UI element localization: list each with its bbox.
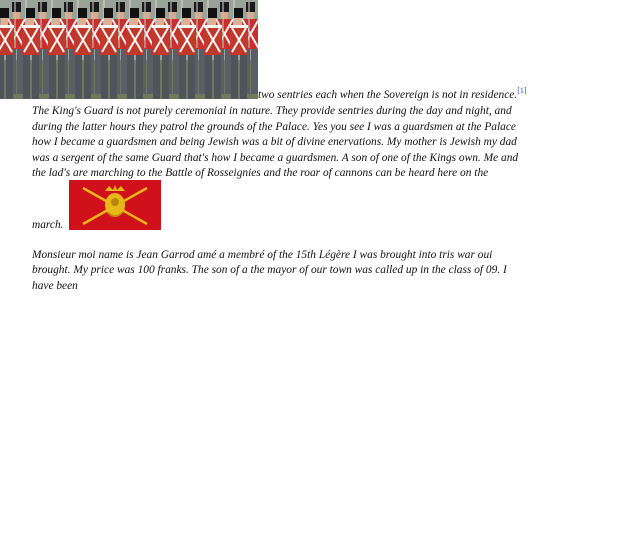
marching-soldiers-photo-icon: [0, 0, 258, 99]
army-flag-icon: [69, 180, 161, 230]
citation-link[interactable]: [1]: [517, 86, 527, 96]
article-line: during the latter hours they patrol the grounds of the Palace. Yes you see I was a guardsmen at the Palace: [32, 121, 516, 133]
article-line: the lad's are marching to the Battle of Rosseignies and the roar of cannons can be heard here on the: [32, 167, 489, 179]
marching-soldiers-photo: [0, 0, 258, 99]
paragraph-line: Monsieur moi name is Jean Garrod amé a membré of the 15th Légère I was brought into tris war oui: [32, 249, 493, 261]
paragraph-line: have been: [32, 280, 78, 292]
article-line: was a sergent of the same Guard that's how I became a guardsmen. A son of one of the Kings own. Me and: [32, 152, 519, 164]
paragraph-line: brought. My price was 100 franks. The son of a the mayor of our town was called up in the class of 09. I: [32, 264, 507, 276]
article-line: march.: [32, 219, 64, 231]
army-flag-image: [69, 180, 161, 230]
article-line: two sentries each when the Sovereign is not in residence.[1]: [258, 86, 527, 101]
article-line: The King's Guard is not purely ceremonial in nature. They provide sentries during the day and night, and: [32, 105, 512, 117]
article-line: how I became a guardsmen and being Jewish was a bit of divine enervations. My mother is Jewish my dad: [32, 136, 517, 148]
